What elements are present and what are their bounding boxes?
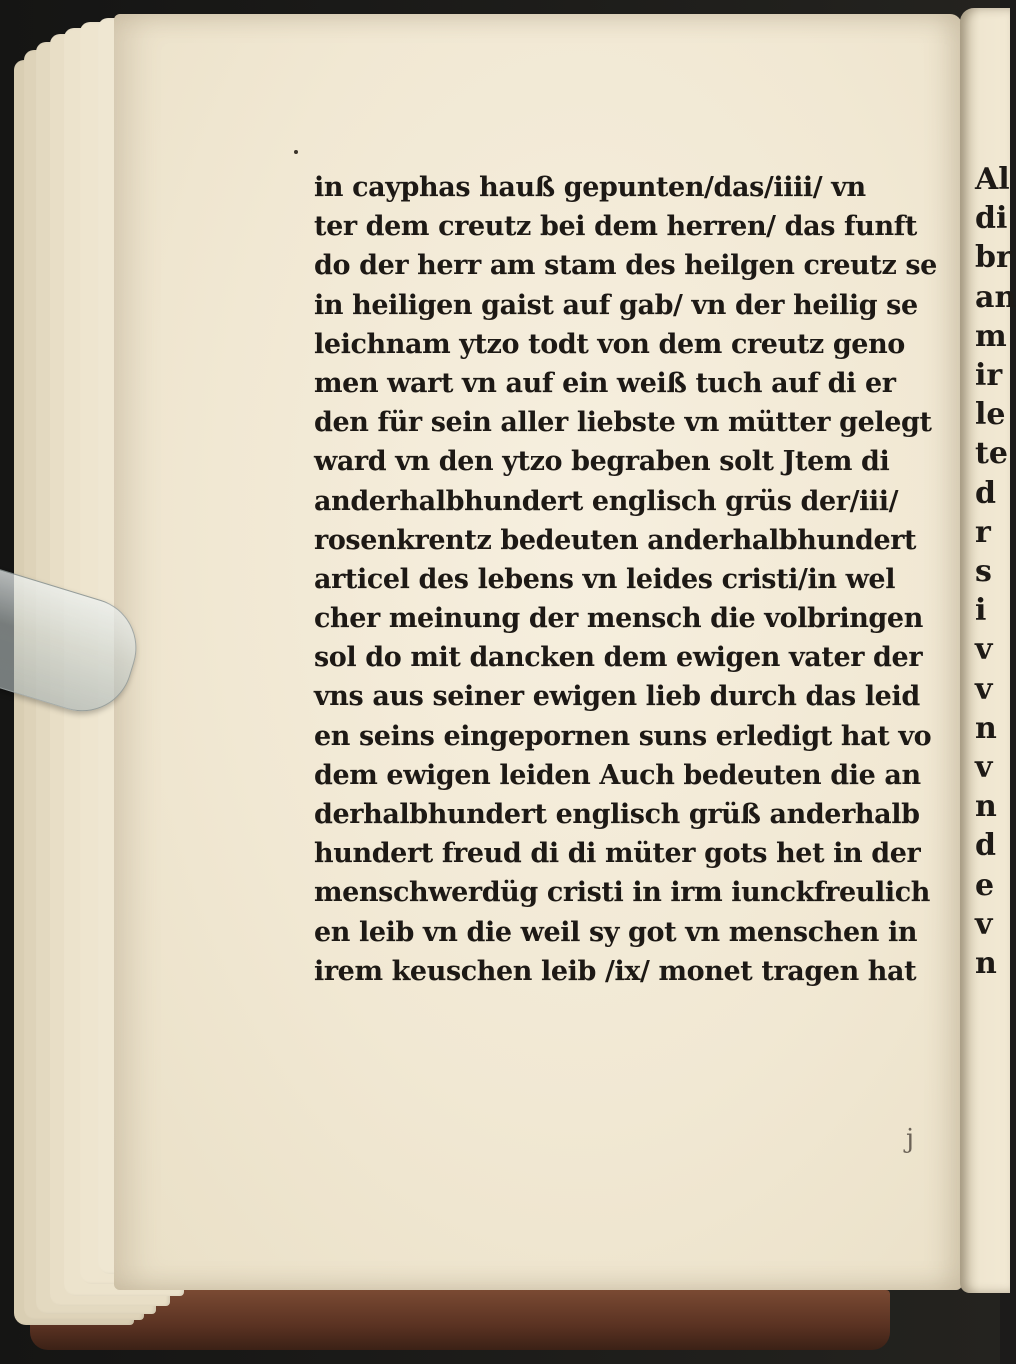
text-line: in cayphas hauß gepunten/das/iiii/ vn	[314, 172, 866, 203]
text-line: vns aus seiner ewigen lieb durch das leid	[314, 681, 920, 713]
text-line: do der herr am stam des heilgen creutz se	[314, 250, 937, 282]
signature-mark: j	[906, 1124, 915, 1154]
text-line: in heiligen gaist auf gab/ vn der heilig se	[314, 289, 918, 321]
text-line: anderhalbhundert englisch grüs der/iii/	[314, 485, 899, 517]
text-line: cher meinung der mensch die volbringen	[314, 603, 923, 635]
text-line: irem keuschen leib /ix/ monet tragen hat	[314, 955, 917, 987]
text-block	[314, 168, 937, 991]
text-line: menschwerdüg cristi in irm iunckfreulich	[314, 877, 930, 909]
ink-dot	[294, 150, 298, 154]
text-line: men wart vn auf ein weiß tuch auf di er	[314, 367, 896, 399]
text-line: ter dem creutz bei dem herren/ das funft	[314, 211, 917, 243]
text-line: leichnam ytzo todt von dem creutz geno	[314, 328, 905, 360]
text-line: derhalbhundert englisch grüß anderhalb	[314, 799, 920, 830]
text-line: sol do mit dancken dem ewigen vater der	[314, 642, 923, 674]
text-line: dem ewigen leiden Auch bedeuten die an	[314, 759, 921, 791]
text-line: rosenkrentz bedeuten anderhalbhundert	[314, 524, 917, 556]
text-line: hundert freud di di müter gots het in der	[314, 838, 921, 870]
text-line: articel des lebens vn leides cristi/in wel	[314, 563, 896, 595]
text-line: den für sein aller liebste vn mütter gelegt	[314, 407, 932, 439]
text-line: en seins eingepornen suns erledigt hat vo	[314, 720, 932, 752]
text-line: ward vn den ytzo begraben solt Jtem di	[314, 446, 890, 478]
text-line: en leib vn die weil sy got vn menschen in	[314, 916, 918, 948]
right-page-text-fragment: Al di br an m ir le te d r s i v v n v n d e v n	[975, 162, 1016, 982]
